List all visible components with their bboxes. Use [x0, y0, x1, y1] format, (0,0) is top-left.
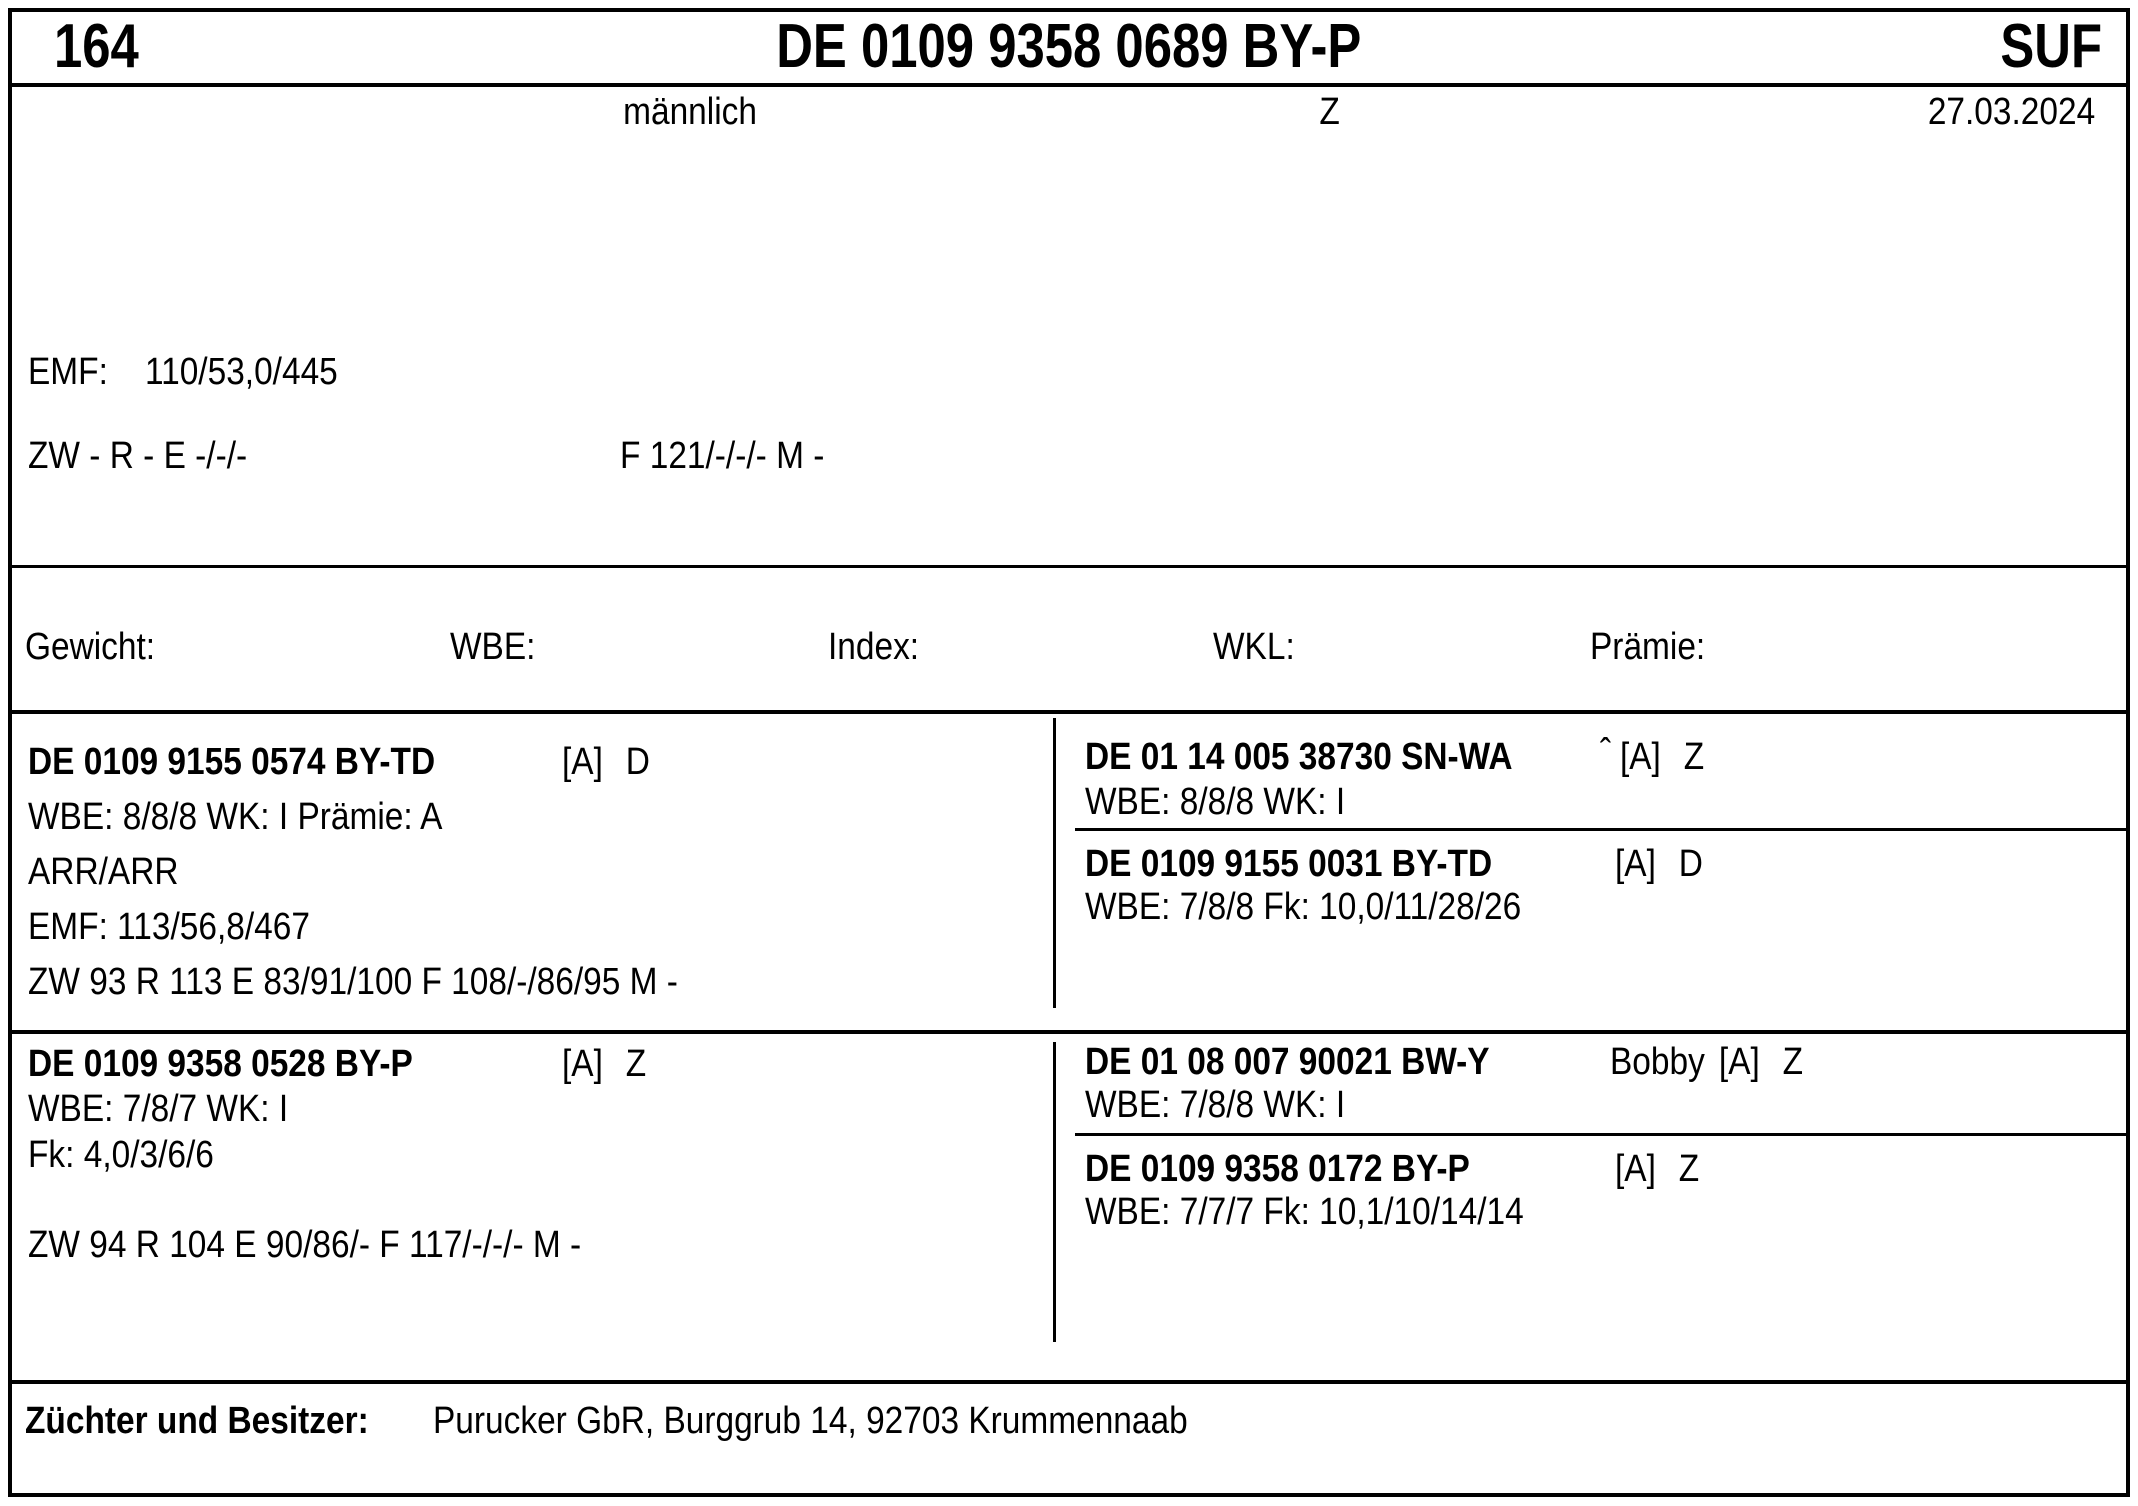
grandparent-divider-top [1075, 828, 2126, 831]
maternal-granddam-line: WBE: 7/7/7 Fk: 10,1/10/14/14 [1085, 1191, 1524, 1233]
dam-line-fk: Fk: 4,0/3/6/6 [28, 1134, 214, 1176]
pedigree-row-rule [12, 1030, 2126, 1034]
sire-line-zw: ZW 93 R 113 E 83/91/100 F 108/-/86/95 M - [28, 961, 678, 1003]
dam-line-wbe: WBE: 7/8/7 WK: I [28, 1088, 289, 1130]
header-rule [12, 83, 2126, 87]
praemie-label: Prämie: [1590, 626, 1706, 668]
zw-f-value: F 121/-/-/- M - [620, 435, 825, 477]
paternal-granddam-annotation [1615, 845, 1715, 883]
paternal-granddam-line: WBE: 7/8/8 Fk: 10,0/11/28/26 [1085, 886, 1522, 928]
catalog-number: 164 [54, 12, 139, 81]
dam-flag: Z [625, 1043, 647, 1085]
breeder-owner-value: Purucker GbR, Burggrub 14, 92703 Krummennaab [433, 1400, 1188, 1442]
emf-label: EMF: [28, 351, 108, 393]
dam-tag: [A] [562, 1043, 603, 1085]
column-divider-top [1053, 718, 1056, 1008]
gewicht-label: Gewicht: [25, 626, 156, 668]
maternal-granddam-id: DE 0109 9358 0172 BY-P [1085, 1148, 1470, 1190]
emf-value: 110/53,0/445 [145, 351, 338, 393]
breed-code: SUF [2000, 12, 2102, 81]
maternal-granddam-annotation [1615, 1150, 1711, 1188]
sex-value: männlich [623, 91, 757, 133]
column-divider-bottom [1053, 1042, 1056, 1342]
footer-top-rule [12, 1380, 2126, 1384]
paternal-grandsire-flag: Z [1683, 736, 1705, 778]
breeder-owner-label: Züchter und Besitzer: [25, 1400, 369, 1442]
paternal-grandsire-prefix: ˆ [1600, 732, 1612, 774]
paternal-grandsire-tag: [A] [1619, 736, 1661, 778]
birth-date: 27.03.2024 [1927, 91, 2095, 133]
sire-flag: D [625, 741, 650, 783]
maternal-grandsire-line: WBE: 7/8/8 WK: I [1085, 1084, 1346, 1126]
paternal-grandsire-id: DE 01 14 005 38730 SN-WA [1085, 736, 1513, 778]
maternal-grandsire-name: Bobby [1610, 1041, 1705, 1083]
sire-line-genotype: ARR/ARR [28, 851, 179, 893]
dam-annotation [562, 1045, 658, 1083]
animal-id-title: DE 0109 9358 0689 BY-P [776, 12, 1362, 81]
maternal-grandsire-annotation [1610, 1043, 1829, 1081]
measures-top-rule [12, 565, 2126, 568]
sire-line-wbe: WBE: 8/8/8 WK: I Prämie: A [28, 796, 443, 838]
sire-line-emf: EMF: 113/56,8/467 [28, 906, 310, 948]
maternal-grandsire-tag: [A] [1718, 1041, 1760, 1083]
paternal-grandsire-annotation [1600, 732, 1718, 778]
wkl-label: WKL: [1213, 626, 1295, 668]
paternal-grandsire-line: WBE: 8/8/8 WK: I [1085, 781, 1346, 823]
dam-id: DE 0109 9358 0528 BY-P [28, 1043, 413, 1085]
maternal-grandsire-id: DE 01 08 007 90021 BW-Y [1085, 1041, 1490, 1083]
dam-line-zw: ZW 94 R 104 E 90/86/- F 117/-/-/- M - [28, 1224, 582, 1266]
maternal-granddam-flag: Z [1678, 1148, 1700, 1190]
zw-value: ZW - R - E -/-/- [28, 435, 248, 477]
paternal-granddam-tag: [A] [1615, 843, 1656, 885]
maternal-grandsire-flag: Z [1782, 1041, 1804, 1083]
grandparent-divider-bottom [1075, 1133, 2126, 1136]
use-code: Z [1319, 91, 1341, 133]
wbe-label: WBE: [450, 626, 536, 668]
maternal-granddam-tag: [A] [1615, 1148, 1656, 1190]
paternal-granddam-id: DE 0109 9155 0031 BY-TD [1085, 843, 1493, 885]
pedigree-top-rule [12, 710, 2126, 714]
sire-tag: [A] [562, 741, 603, 783]
index-label: Index: [828, 626, 920, 668]
sire-annotation [562, 743, 662, 781]
paternal-granddam-flag: D [1678, 843, 1703, 885]
sire-id: DE 0109 9155 0574 BY-TD [28, 741, 436, 783]
